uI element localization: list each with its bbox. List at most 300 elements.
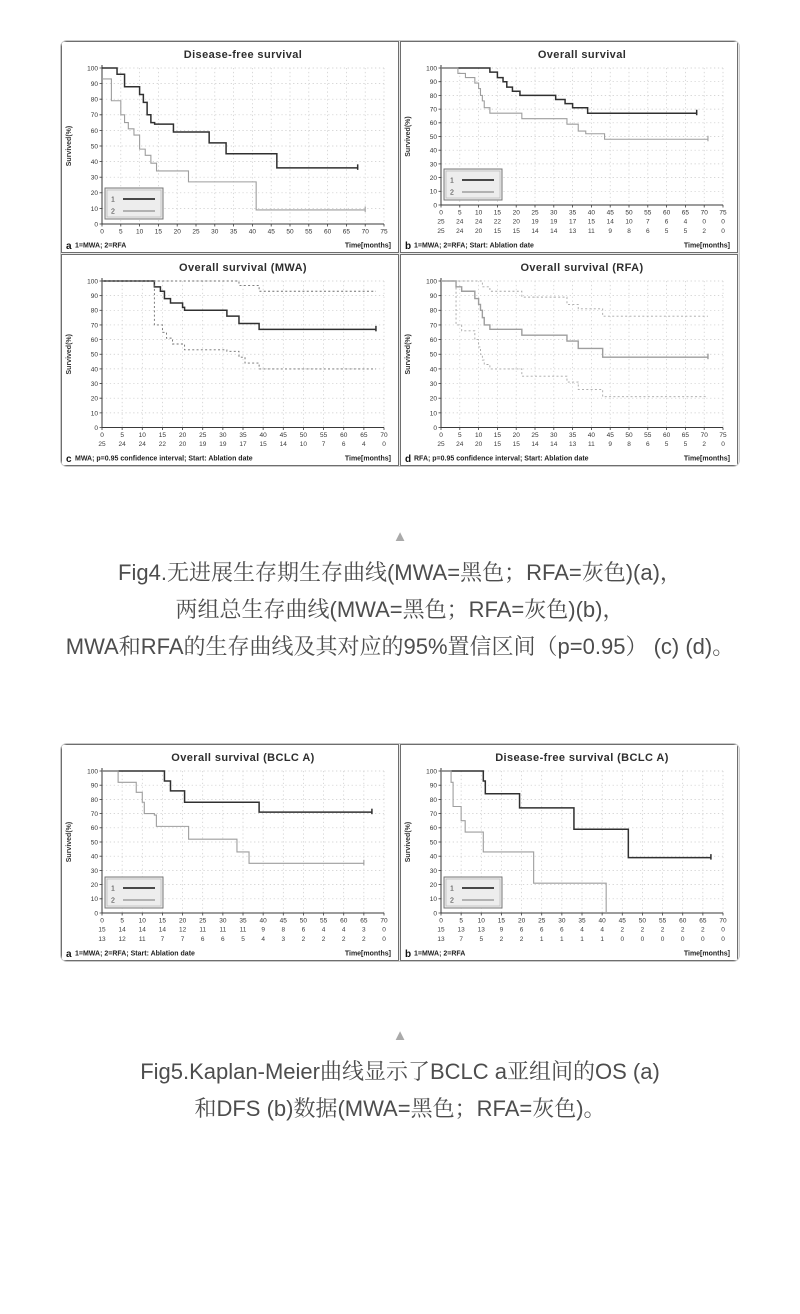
- svg-text:65: 65: [699, 917, 707, 925]
- svg-text:1=MWA; 2=RFA; Start: Ablation: 1=MWA; 2=RFA; Start: Ablation date: [414, 242, 534, 250]
- svg-text:60: 60: [90, 337, 98, 344]
- svg-text:35: 35: [229, 228, 238, 236]
- svg-text:0: 0: [439, 917, 443, 925]
- svg-text:40: 40: [248, 228, 257, 236]
- svg-text:80: 80: [90, 307, 98, 315]
- svg-text:14: 14: [279, 441, 287, 448]
- fig4-panel-d: [400, 254, 738, 466]
- svg-text:RFA; p=0.95 confidence interva: RFA; p=0.95 confidence interval; Start: Ablation date: [414, 455, 589, 463]
- svg-text:7: 7: [160, 936, 165, 943]
- svg-text:1=MWA; 2=RFA: 1=MWA; 2=RFA: [414, 950, 466, 958]
- svg-text:10: 10: [138, 917, 146, 925]
- svg-text:8: 8: [627, 441, 631, 448]
- svg-text:65: 65: [342, 228, 351, 236]
- svg-text:11: 11: [588, 228, 595, 235]
- svg-text:60: 60: [429, 337, 437, 344]
- svg-text:2: 2: [111, 897, 115, 905]
- svg-text:80: 80: [90, 96, 98, 104]
- svg-text:90: 90: [90, 81, 98, 88]
- svg-text:30: 30: [211, 228, 219, 236]
- svg-text:0: 0: [433, 202, 437, 210]
- svg-text:Time[months]: Time[months]: [344, 455, 391, 463]
- svg-text:4: 4: [261, 936, 265, 943]
- svg-text:13: 13: [98, 936, 106, 943]
- svg-text:70: 70: [90, 811, 98, 818]
- svg-text:40: 40: [259, 917, 267, 925]
- svg-text:100: 100: [426, 768, 437, 776]
- svg-text:20: 20: [178, 432, 187, 439]
- svg-text:24: 24: [456, 218, 464, 226]
- svg-text:4: 4: [341, 926, 346, 934]
- svg-text:3: 3: [362, 926, 366, 934]
- svg-text:100: 100: [87, 768, 98, 776]
- svg-text:17: 17: [568, 218, 577, 226]
- svg-text:5: 5: [120, 917, 124, 925]
- svg-text:50: 50: [90, 351, 98, 359]
- svg-text:65: 65: [681, 432, 690, 439]
- figure4-image-card: [60, 40, 740, 467]
- svg-text:11: 11: [588, 441, 595, 448]
- svg-text:50: 50: [90, 839, 98, 847]
- svg-text:10: 10: [90, 896, 98, 904]
- svg-text:10: 10: [90, 410, 98, 418]
- svg-text:20: 20: [429, 175, 437, 182]
- svg-text:15: 15: [512, 441, 520, 448]
- svg-text:80: 80: [429, 796, 437, 804]
- svg-text:55: 55: [644, 209, 652, 217]
- svg-text:45: 45: [618, 917, 626, 925]
- svg-text:2: 2: [362, 936, 366, 943]
- svg-text:65: 65: [681, 209, 690, 217]
- svg-text:60: 60: [679, 917, 687, 925]
- svg-text:19: 19: [219, 441, 227, 448]
- svg-text:55: 55: [305, 228, 313, 236]
- svg-text:60: 60: [429, 120, 437, 128]
- svg-text:10: 10: [625, 218, 633, 226]
- svg-text:10: 10: [429, 410, 437, 418]
- svg-text:Survived(%): Survived(%): [405, 821, 412, 863]
- svg-text:4: 4: [362, 441, 366, 448]
- svg-text:19: 19: [199, 441, 207, 448]
- svg-text:25: 25: [192, 228, 200, 236]
- svg-text:45: 45: [267, 228, 275, 236]
- svg-text:30: 30: [219, 917, 227, 925]
- svg-text:30: 30: [558, 917, 566, 925]
- svg-text:2: 2: [620, 926, 625, 934]
- svg-text:2: 2: [519, 936, 524, 943]
- svg-text:1: 1: [111, 196, 115, 204]
- svg-text:45: 45: [606, 209, 614, 217]
- svg-text:40: 40: [90, 366, 98, 374]
- svg-text:20: 20: [90, 395, 98, 403]
- svg-text:9: 9: [499, 926, 504, 934]
- svg-text:25: 25: [199, 432, 207, 439]
- svg-text:b: b: [405, 949, 412, 960]
- svg-text:1: 1: [560, 936, 564, 943]
- svg-text:2: 2: [701, 926, 705, 934]
- svg-text:50: 50: [286, 228, 294, 236]
- svg-text:40: 40: [90, 159, 98, 166]
- figure4-caption-line-1: Fig4.无进展生存期生存曲线(MWA=黑色；RFA=灰色)(a)，: [118, 560, 682, 585]
- figure4-caption: [0, 554, 800, 665]
- svg-text:9: 9: [608, 228, 613, 235]
- svg-text:35: 35: [568, 432, 577, 439]
- svg-text:b: b: [405, 241, 412, 252]
- svg-text:6: 6: [645, 441, 650, 448]
- svg-text:6: 6: [664, 218, 669, 226]
- svg-text:45: 45: [279, 432, 287, 439]
- svg-text:Disease-free survival: Disease-free survival: [183, 49, 303, 61]
- svg-text:Survived(%): Survived(%): [66, 125, 73, 167]
- svg-text:19: 19: [531, 218, 539, 226]
- svg-text:7: 7: [459, 936, 463, 943]
- svg-text:90: 90: [429, 782, 437, 790]
- svg-text:15: 15: [98, 926, 106, 934]
- svg-text:11: 11: [138, 936, 146, 943]
- svg-text:50: 50: [638, 917, 647, 925]
- svg-text:75: 75: [719, 209, 727, 217]
- svg-text:24: 24: [118, 441, 126, 448]
- svg-text:45: 45: [279, 917, 287, 925]
- svg-text:55: 55: [658, 917, 667, 925]
- svg-text:30: 30: [219, 432, 227, 439]
- svg-text:15: 15: [158, 432, 167, 439]
- svg-text:70: 70: [429, 811, 437, 818]
- svg-text:6: 6: [645, 228, 650, 235]
- svg-text:30: 30: [90, 380, 98, 388]
- svg-text:80: 80: [429, 92, 437, 100]
- svg-text:7: 7: [645, 218, 650, 226]
- svg-text:24: 24: [456, 441, 464, 448]
- svg-text:30: 30: [90, 174, 98, 182]
- svg-text:Survived(%): Survived(%): [405, 116, 412, 157]
- svg-text:10: 10: [299, 441, 308, 448]
- svg-text:15: 15: [587, 218, 596, 226]
- svg-text:c: c: [66, 454, 72, 465]
- svg-text:Time[months]: Time[months]: [683, 950, 730, 958]
- svg-text:0: 0: [100, 228, 104, 236]
- svg-text:4: 4: [580, 926, 584, 934]
- svg-text:Survived(%): Survived(%): [66, 821, 73, 863]
- svg-text:20: 20: [90, 190, 98, 198]
- svg-text:25: 25: [437, 218, 445, 226]
- svg-text:0: 0: [702, 218, 707, 226]
- svg-text:25: 25: [538, 917, 546, 925]
- svg-text:20: 20: [178, 441, 187, 448]
- svg-text:60: 60: [323, 228, 332, 236]
- svg-text:70: 70: [361, 228, 369, 236]
- svg-text:40: 40: [429, 147, 437, 155]
- svg-text:2: 2: [680, 926, 685, 934]
- svg-text:10: 10: [474, 432, 483, 439]
- fig4-panel-a: [61, 41, 399, 253]
- svg-text:60: 60: [90, 825, 98, 833]
- svg-text:60: 60: [340, 432, 348, 439]
- svg-text:6: 6: [539, 926, 544, 934]
- svg-text:1: 1: [111, 885, 115, 893]
- svg-text:100: 100: [426, 65, 437, 73]
- svg-text:24: 24: [138, 441, 146, 448]
- svg-text:45: 45: [606, 432, 614, 439]
- svg-text:24: 24: [456, 228, 464, 235]
- svg-text:20: 20: [512, 432, 520, 439]
- svg-text:15: 15: [158, 917, 167, 925]
- svg-text:2: 2: [450, 189, 454, 197]
- svg-text:14: 14: [138, 926, 146, 934]
- svg-text:13: 13: [457, 926, 465, 934]
- svg-text:0: 0: [721, 218, 725, 226]
- svg-text:20: 20: [517, 917, 526, 925]
- svg-text:30: 30: [550, 209, 558, 217]
- svg-text:70: 70: [90, 112, 98, 120]
- svg-text:5: 5: [241, 936, 245, 943]
- svg-text:0: 0: [680, 936, 685, 943]
- svg-text:55: 55: [319, 432, 328, 439]
- svg-text:2: 2: [450, 897, 454, 905]
- svg-text:6: 6: [221, 936, 225, 943]
- svg-text:4: 4: [600, 926, 604, 934]
- svg-text:70: 70: [380, 432, 388, 439]
- figure5-caption-line-2: 和DFS (b)数据(MWA=黑色；RFA=灰色)。: [194, 1096, 606, 1121]
- svg-text:60: 60: [429, 825, 437, 833]
- figure5-panels-grid: [61, 744, 739, 961]
- svg-text:5: 5: [683, 228, 688, 235]
- svg-text:0: 0: [382, 441, 386, 448]
- svg-text:11: 11: [239, 926, 247, 934]
- svg-text:13: 13: [568, 441, 577, 448]
- svg-text:20: 20: [512, 218, 520, 226]
- svg-text:14: 14: [550, 441, 558, 448]
- svg-text:13: 13: [437, 936, 445, 943]
- svg-text:0: 0: [100, 917, 104, 925]
- svg-text:25: 25: [98, 441, 106, 448]
- svg-text:20: 20: [178, 917, 187, 925]
- svg-text:20: 20: [173, 228, 181, 236]
- svg-text:10: 10: [477, 917, 485, 925]
- svg-text:5: 5: [457, 209, 462, 217]
- svg-text:a: a: [66, 241, 72, 252]
- svg-text:1: 1: [450, 885, 454, 893]
- svg-text:25: 25: [199, 917, 207, 925]
- svg-text:20: 20: [474, 441, 483, 448]
- svg-text:90: 90: [429, 79, 437, 87]
- svg-text:30: 30: [429, 867, 437, 875]
- svg-text:11: 11: [219, 926, 227, 934]
- svg-text:5: 5: [664, 228, 669, 235]
- svg-text:1=MWA; 2=RFA; Start: Ablation: 1=MWA; 2=RFA; Start: Ablation date: [75, 950, 195, 958]
- svg-text:14: 14: [158, 926, 167, 934]
- svg-text:50: 50: [625, 209, 633, 217]
- svg-text:1=MWA; 2=RFA: 1=MWA; 2=RFA: [75, 242, 127, 250]
- svg-text:10: 10: [90, 205, 98, 213]
- svg-text:60: 60: [90, 127, 98, 135]
- svg-text:0: 0: [721, 228, 725, 235]
- svg-text:65: 65: [360, 432, 368, 439]
- svg-text:17: 17: [239, 441, 247, 448]
- svg-text:19: 19: [550, 218, 558, 226]
- figure4-panels-grid: [61, 41, 739, 466]
- svg-text:2: 2: [321, 936, 326, 943]
- svg-text:Overall survival (RFA): Overall survival (RFA): [520, 262, 644, 274]
- svg-text:75: 75: [719, 432, 727, 439]
- svg-text:25: 25: [531, 432, 539, 439]
- svg-text:20: 20: [90, 882, 98, 889]
- svg-text:24: 24: [474, 218, 483, 226]
- collapse-arrow-icon[interactable]: ▲: [392, 528, 408, 545]
- svg-text:14: 14: [118, 926, 126, 934]
- svg-text:60: 60: [340, 917, 348, 925]
- svg-text:8: 8: [627, 228, 631, 235]
- svg-text:0: 0: [620, 936, 625, 943]
- svg-text:3: 3: [281, 936, 286, 943]
- svg-text:4: 4: [683, 218, 688, 226]
- svg-text:6: 6: [301, 926, 306, 934]
- svg-text:d: d: [405, 454, 412, 465]
- svg-text:0: 0: [94, 221, 98, 229]
- svg-text:10: 10: [138, 432, 146, 439]
- svg-text:Time[months]: Time[months]: [344, 242, 391, 250]
- svg-text:0: 0: [100, 432, 104, 439]
- svg-text:2: 2: [640, 926, 645, 934]
- svg-text:60: 60: [662, 209, 671, 217]
- svg-text:80: 80: [90, 796, 98, 804]
- svg-text:Time[months]: Time[months]: [344, 950, 391, 958]
- svg-text:70: 70: [429, 106, 437, 114]
- fig4-panel-b: [400, 41, 738, 253]
- svg-text:15: 15: [259, 441, 267, 448]
- svg-text:14: 14: [531, 441, 539, 448]
- svg-text:7: 7: [321, 441, 326, 448]
- svg-text:30: 30: [429, 161, 437, 169]
- svg-text:0: 0: [382, 926, 386, 934]
- svg-text:0: 0: [94, 910, 98, 918]
- svg-text:0: 0: [640, 936, 645, 943]
- svg-text:2: 2: [111, 208, 115, 216]
- svg-text:5: 5: [459, 917, 463, 925]
- svg-text:20: 20: [429, 395, 437, 403]
- svg-text:40: 40: [587, 209, 596, 217]
- svg-text:10: 10: [135, 228, 144, 236]
- svg-text:2: 2: [702, 228, 707, 235]
- svg-text:0: 0: [660, 936, 665, 943]
- svg-text:100: 100: [426, 278, 437, 286]
- figure5-image-card: [60, 743, 740, 962]
- svg-text:8: 8: [281, 926, 286, 934]
- svg-text:5: 5: [120, 432, 124, 439]
- svg-text:40: 40: [598, 917, 606, 925]
- svg-text:0: 0: [721, 936, 725, 943]
- svg-text:12: 12: [118, 936, 126, 943]
- svg-text:5: 5: [664, 441, 669, 448]
- svg-text:0: 0: [382, 936, 386, 943]
- svg-text:0: 0: [433, 910, 437, 918]
- svg-text:0: 0: [94, 424, 98, 432]
- svg-text:70: 70: [380, 917, 388, 925]
- figure4-caption-line-2: 两组总生存曲线(MWA=黑色；RFA=灰色)(b)，: [175, 597, 625, 622]
- svg-text:30: 30: [429, 380, 437, 388]
- svg-text:25: 25: [437, 228, 445, 235]
- svg-text:6: 6: [560, 926, 564, 934]
- svg-text:70: 70: [700, 432, 708, 439]
- svg-text:15: 15: [154, 228, 163, 236]
- svg-text:15: 15: [437, 926, 445, 934]
- svg-text:4: 4: [321, 926, 326, 934]
- collapse-arrow-icon[interactable]: ▲: [392, 1027, 408, 1044]
- svg-text:70: 70: [90, 322, 98, 330]
- svg-text:40: 40: [429, 366, 437, 374]
- svg-text:40: 40: [259, 432, 267, 439]
- svg-text:2: 2: [702, 441, 707, 448]
- svg-text:7: 7: [180, 936, 185, 943]
- svg-text:30: 30: [550, 432, 558, 439]
- svg-text:25: 25: [531, 209, 539, 217]
- svg-text:2: 2: [660, 926, 665, 934]
- svg-text:11: 11: [199, 926, 207, 934]
- svg-text:5: 5: [118, 228, 123, 236]
- svg-text:40: 40: [429, 853, 437, 861]
- svg-text:90: 90: [90, 293, 98, 301]
- svg-text:50: 50: [299, 432, 308, 439]
- svg-text:35: 35: [239, 917, 247, 925]
- fig5-panel-b: [400, 744, 738, 961]
- svg-text:20: 20: [429, 882, 437, 889]
- svg-text:1: 1: [580, 936, 584, 943]
- svg-text:0: 0: [439, 209, 443, 217]
- svg-text:22: 22: [493, 218, 502, 226]
- figure5-caption-line-1: Fig5.Kaplan-Meier曲线显示了BCLC a亚组间的OS (a): [140, 1059, 660, 1084]
- svg-text:2: 2: [499, 936, 504, 943]
- svg-text:14: 14: [606, 218, 614, 226]
- svg-text:Survived(%): Survived(%): [66, 334, 73, 375]
- svg-text:14: 14: [550, 228, 558, 235]
- svg-text:0: 0: [721, 926, 725, 934]
- svg-text:35: 35: [239, 432, 247, 439]
- figure4-caption-line-3: MWA和RFA的生存曲线及其对应的95%置信区间（p=0.95） (c) (d)。: [65, 634, 735, 659]
- svg-text:6: 6: [341, 441, 346, 448]
- svg-text:70: 70: [719, 917, 727, 925]
- svg-text:0: 0: [721, 441, 725, 448]
- svg-text:10: 10: [474, 209, 483, 217]
- svg-text:40: 40: [90, 853, 98, 861]
- svg-text:55: 55: [644, 432, 652, 439]
- svg-text:55: 55: [319, 917, 328, 925]
- svg-text:90: 90: [429, 293, 437, 301]
- svg-text:Overall survival (BCLC A): Overall survival (BCLC A): [171, 752, 315, 764]
- svg-text:20: 20: [474, 228, 483, 235]
- svg-text:70: 70: [429, 322, 437, 330]
- svg-text:5: 5: [683, 441, 688, 448]
- svg-text:5: 5: [457, 432, 462, 439]
- svg-text:Survived(%): Survived(%): [405, 334, 412, 375]
- svg-text:15: 15: [497, 917, 506, 925]
- svg-text:1: 1: [600, 936, 604, 943]
- svg-text:5: 5: [479, 936, 484, 943]
- svg-text:50: 50: [90, 143, 98, 151]
- svg-text:100: 100: [87, 65, 98, 73]
- svg-text:20: 20: [512, 209, 520, 217]
- svg-text:30: 30: [90, 867, 98, 875]
- svg-text:1: 1: [450, 177, 454, 185]
- svg-text:Overall survival: Overall survival: [537, 49, 627, 61]
- svg-text:2: 2: [341, 936, 346, 943]
- svg-text:70: 70: [700, 209, 708, 217]
- svg-text:9: 9: [261, 926, 265, 934]
- svg-text:50: 50: [299, 917, 308, 925]
- svg-text:13: 13: [568, 228, 577, 235]
- svg-text:60: 60: [662, 432, 671, 439]
- svg-text:0: 0: [701, 936, 705, 943]
- svg-text:10: 10: [429, 896, 437, 904]
